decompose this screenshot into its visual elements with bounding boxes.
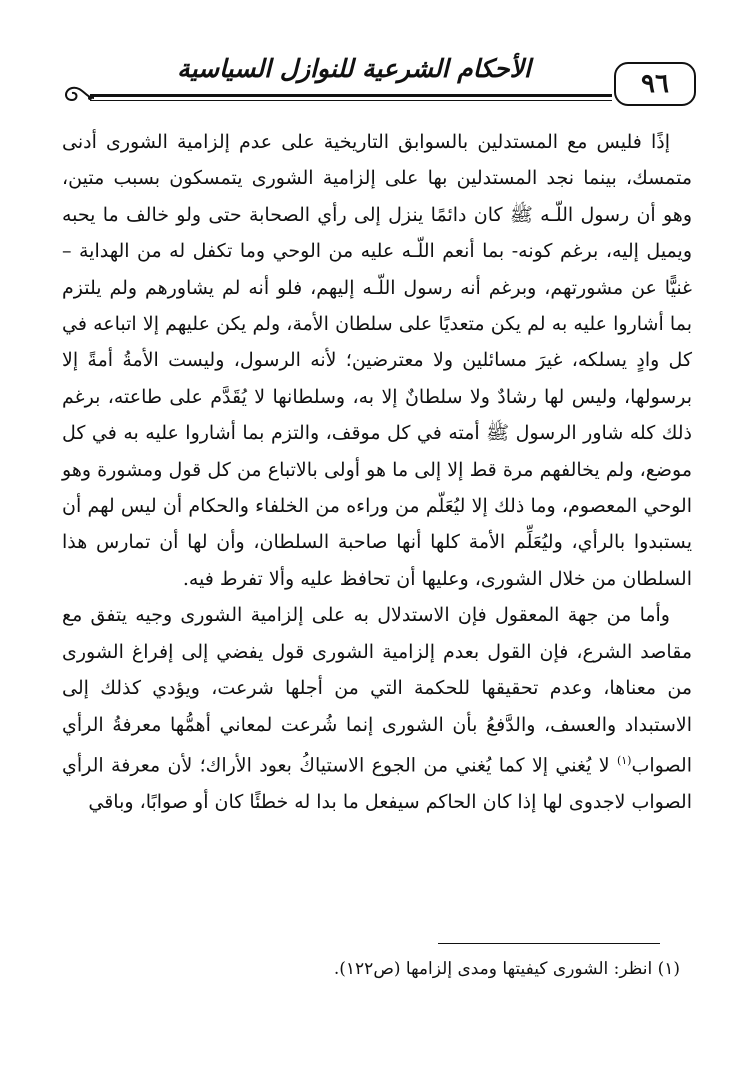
paragraph-2: [62, 597, 692, 820]
footnote-separator: [438, 943, 660, 944]
running-title: الأحكام الشرعية للنوازل السياسية: [177, 54, 531, 83]
paragraph-2-tail: لا يُغني إلا كما يُغني من الجوع الاستياكُ بعود الأراك؛ لأن معرفة الرأي الصواب لاجدوى لها إذا كان الحاكم سيفعل ما بدا له خطئًا كان أو صوابًا، وباقي: [62, 754, 692, 813]
ornament-icon: [60, 76, 96, 106]
body-text: [62, 124, 692, 820]
running-header: [60, 54, 696, 110]
paragraph-1: إذًا فليس مع المستدلين بالسوابق التاريخية على عدم إلزامية الشورى أدنى متمسك، بينما نجد المستدلين بها على إلزامية الشورى يتمسكون بسبب متين، وهو أن رسول اللّـه ﷺ كان دائمًا ينزل إلى رأي الصحابة حتى ولو خالف ما يحبه ويميل إليه، برغم كونه- بما أنعم اللّـه عليه من الوحي وما تكفل له من الهداية – غنيًّا عن مشورتهم، وبرغم أنه رسول اللّـه إليهم، فلو أنه لم يشاورهم ولم يلتزم بما أشاروا عليه به لم يكن متعديًا على سلطان الأمة، ولم يكن عليهم إلا اتباعه في كل وادٍ يسلكه، غيرَ مسائلين ولا معترضين؛ لأنه الرسول، وليست الأمةُ أمةً إلا برسولها، وليس لها رشادٌ ولا سلطانٌ إلا به، وسلطانها لا يُقَدَّم على طاعته، برغم ذلك كله شاور الرسول ﷺ أمته في كل موقف، والتزم بما أشاروا عليه به في كل موضع، ولم يخالفهم مرة قط إلا إلى ما هو أولى بالاتباع من كل قول ومشورة وهو الوحي المعصوم، وما ذلك إلا ليُعَلّم من وراءه من الخلفاء والحكام أن ليس لهم أن يستبدوا بالرأي، وليُعَلِّم الأمة كلها أنها صاحبة السلطان، وأن لها أن تمارس هذا السلطان من خلال الشورى، وعليها أن تحافظ عليه وألا تفرط فيه.: [62, 131, 692, 590]
footnote: (١) انظر: الشورى كيفيتها ومدى إلزامها (ص١٢٢).: [333, 959, 680, 979]
page-number: ٩٦: [614, 62, 696, 106]
paragraph-2-text: وأما من جهة المعقول فإن الاستدلال به على إلزامية الشورى وجيه يتفق مع مقاصد الشرع، فإن القول بعدم إلزامية الشورى قول يفضي إلى إفراغ الشورى من معناها، وعدم تحقيقها للحكمة التي من أجلها شرعت، ويؤدي كذلك إلى الاستبداد والعسف، والدَّفعُ بأن الشورى إنما شُرعت لمعاني أهمُّها معرفةُ الرأي الصواب: [62, 604, 692, 777]
header-rule: [90, 94, 612, 97]
footnote-marker: (١): [616, 753, 632, 767]
header-rule-thin: [90, 100, 612, 101]
